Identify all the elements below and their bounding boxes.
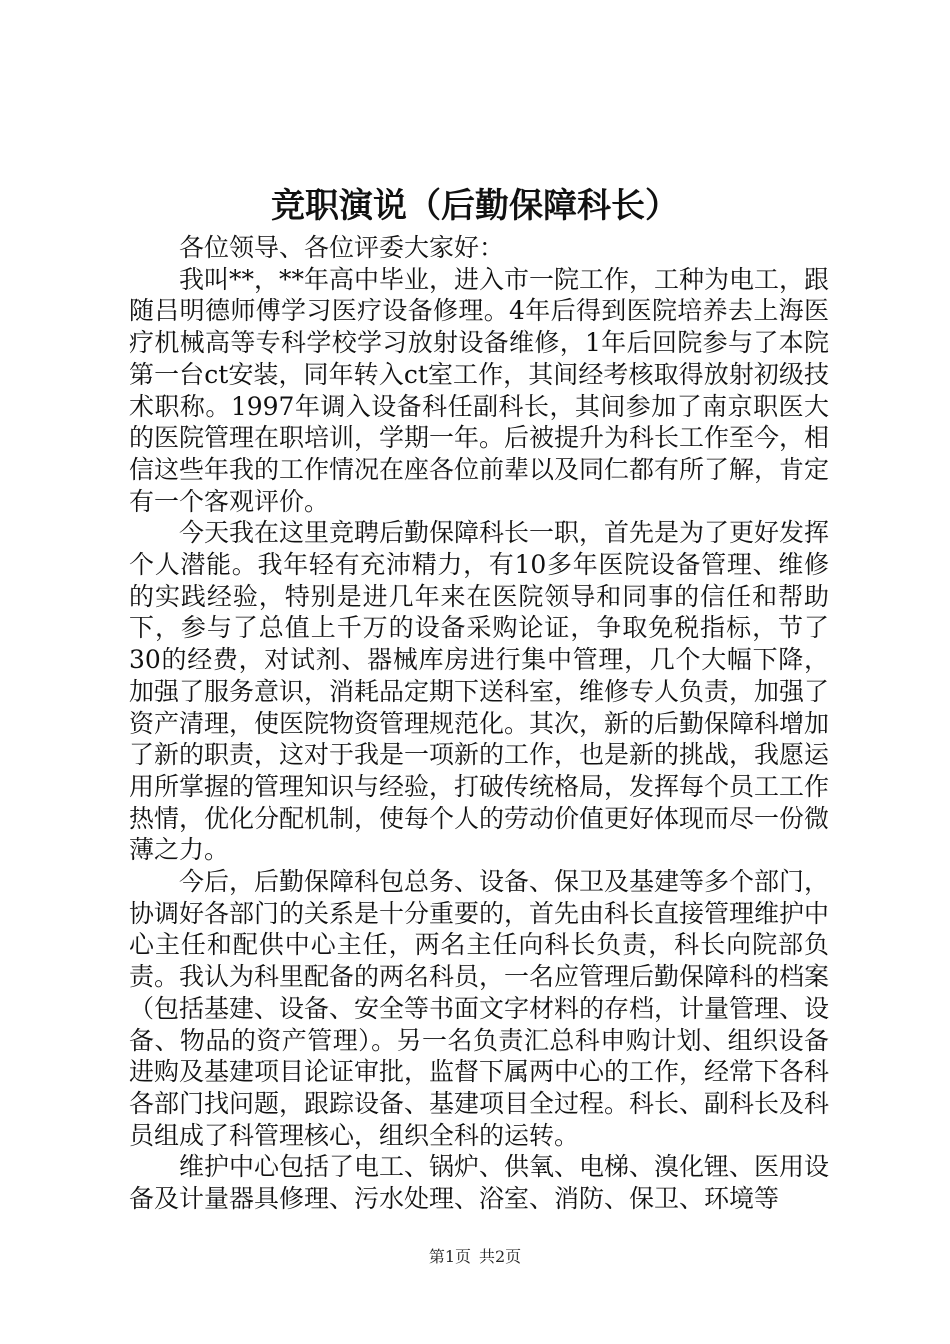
page-total: 共2页 bbox=[479, 1247, 522, 1266]
document-title: 竞职演说（后勤保障科长） bbox=[271, 186, 679, 226]
page-number: 第1页 bbox=[428, 1247, 471, 1266]
document-body bbox=[129, 232, 829, 1215]
paragraph-motivation: 今天我在这里竞聘后勤保障科长一职，首先是为了更好发挥个人潜能。我年轻有充沛精力，有10多年医院设备管理、维修的实践经验，特别是进几年来在医院领导和同事的信任和帮助下，参与了总值上千万的设备采购论证，争取免税指标，节了30的经费，对试剂、器械库房进行集中管理，几个大幅下降，加强了服务意识，消耗品定期下送科室，维修专人负责，加强了资产清理，使医院物资管理规范化。其次，新的后勤保障科增加了新的职责，这对于我是一项新的工作，也是新的挑战，我愿运用所掌握的管理知识与经验，打破传统格局，发挥每个员工工作热情，优化分配机制，使每个人的劳动价值更好体现而尽一份微薄之力。 bbox=[129, 518, 830, 865]
page-footer bbox=[0, 1244, 950, 1267]
paragraph-greeting: 各位领导、各位评委大家好： bbox=[179, 233, 505, 262]
paragraph-introduction: 我叫**，**年高中毕业，进入市一院工作，工种为电工，跟随吕明德师傅学习医疗设备修理。4年后得到医院培养去上海医疗机械高等专科学校学习放射设备维修，1年后回院参与了本院第一台ct安装，同年转入ct室工作，其间经考核取得放射初级技术职称。1997年调入设备科任副科长，其间参加了南京职医大的医院管理在职培训，学期一年。后被提升为科长工作至今，相信这些年我的工作情况在座各位前辈以及同仁都有所了解，肯定有一个客观评价。 bbox=[129, 264, 830, 516]
paragraph-maintenance-center: 维护中心包括了电工、锅炉、供氧、电梯、溴化锂、医用设备及计量器具修理、污水处理、浴室、消防、保卫、环境等 bbox=[129, 1152, 830, 1214]
paragraph-plan: 今后，后勤保障科包总务、设备、保卫及基建等多个部门，协调好各部门的关系是十分重要的，首先由科长直接管理维护中心主任和配供中心主任，两名主任向科长负责，科长向院部负责。我认为科里配备的两名科员，一名应管理后勤保障科的档案（包括基建、设备、安全等书面文字材料的存档，计量管理、设备、物品的资产管理）。另一名负责汇总科申购计划、组织设备进购及基建项目论证审批，监督下属两中心的工作，经常下各科各部门找问题，跟踪设备、基建项目全过程。科长、副科长及科员组成了科管理核心，组织全科的运转。 bbox=[129, 867, 830, 1150]
